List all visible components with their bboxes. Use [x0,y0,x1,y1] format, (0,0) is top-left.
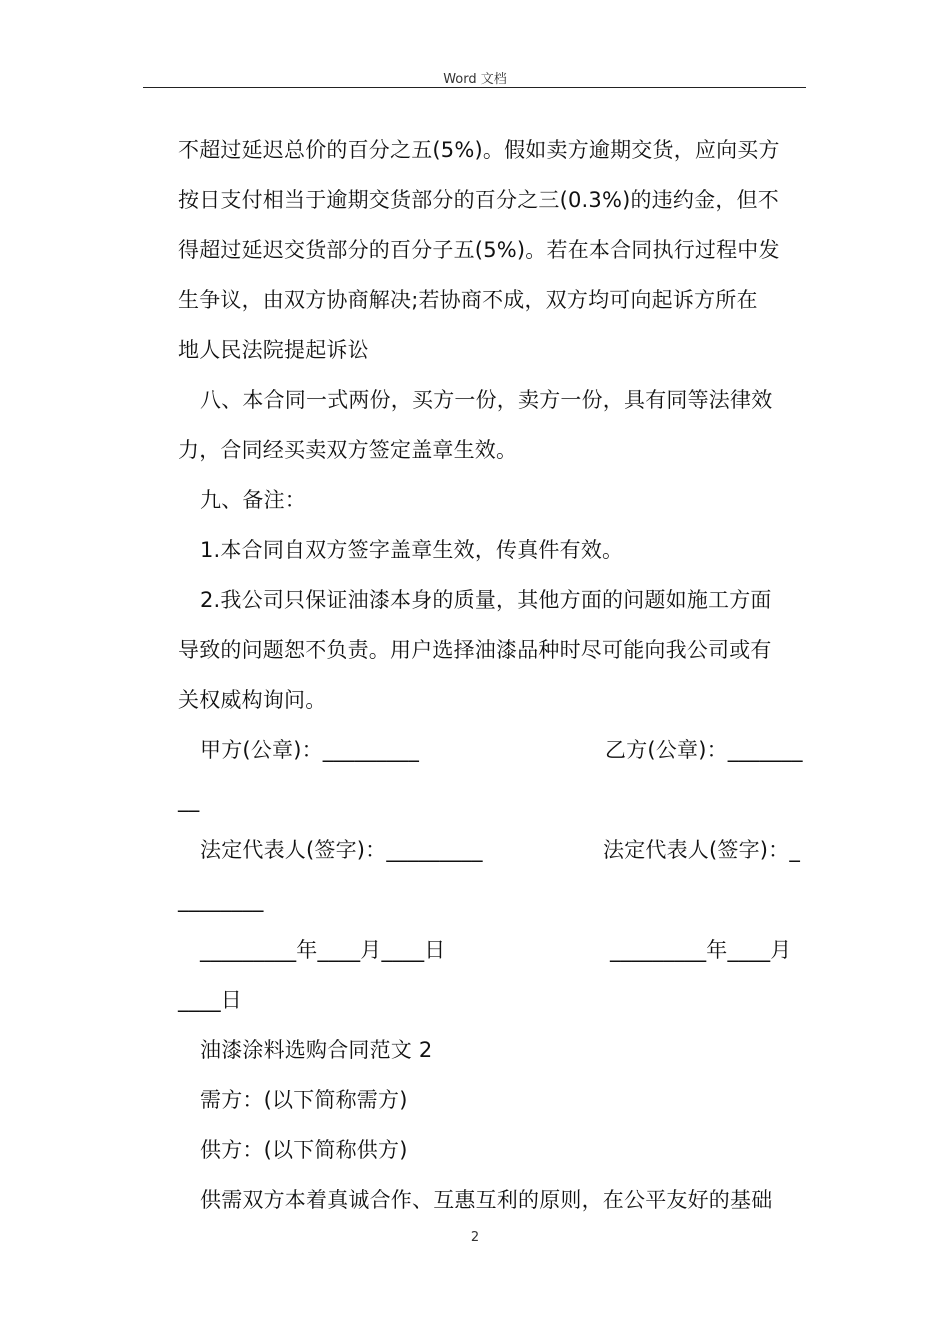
paragraph-line: 生争议，由双方协商解决;若协商不成，双方均可向起诉方所在 [178,288,758,312]
party-a-seal: 甲方(公章)：_________ [200,738,420,762]
party-b-representative-continued: ________ [178,888,264,912]
supplier-line: 供方：(以下简称供方) [200,1138,408,1162]
paragraph-line: 九、备注： [200,488,306,512]
intro-line: 供需双方本着真诚合作、互惠互利的原则，在公平友好的基础 [200,1188,773,1212]
party-b-seal: 乙方(公章)：_______ [605,738,803,762]
buyer-line: 需方：(以下简称需方) [200,1088,408,1112]
paragraph-line: 关权威构询问。 [178,688,327,712]
paragraph-line: 1.本合同自双方签字盖章生效，传真件有效。 [200,538,624,562]
paragraph-line: 八、本合同一式两份，买方一份，卖方一份，具有同等法律效 [200,388,773,412]
paragraph-line: 2.我公司只保证油漆本身的质量，其他方面的问题如施工方面 [200,588,772,612]
party-b-date: _________年____月 [610,938,792,962]
paragraph-line: 力，合同经买卖双方签定盖章生效。 [178,438,518,462]
paragraph-line: 得超过延迟交货部分的百分子五(5%)。若在本合同执行过程中发 [178,238,780,262]
page-number: 2 [470,1230,480,1245]
party-a-date: _________年____月____日 [200,938,446,962]
paragraph-line: 不超过延迟总价的百分之五(5%)。假如卖方逾期交货，应向买方 [178,138,780,162]
header-title: Word 文档 [443,72,507,87]
party-b-date-continued: ____日 [178,988,242,1012]
paragraph-line: 导致的问题恕不负责。用户选择油漆品种时尽可能向我公司或有 [178,638,772,662]
header-divider [143,87,806,88]
section-title: 油漆涂料选购合同范文 2 [200,1038,433,1062]
party-b-seal-continued: __ [178,788,200,812]
paragraph-line: 地人民法院提起诉讼 [178,338,369,362]
party-a-representative: 法定代表人(签字)：_________ [200,838,483,862]
paragraph-line: 按日支付相当于逾期交货部分的百分之三(0.3%)的违约金，但不 [178,188,779,212]
party-b-representative: 法定代表人(签字)：_ [603,838,801,862]
